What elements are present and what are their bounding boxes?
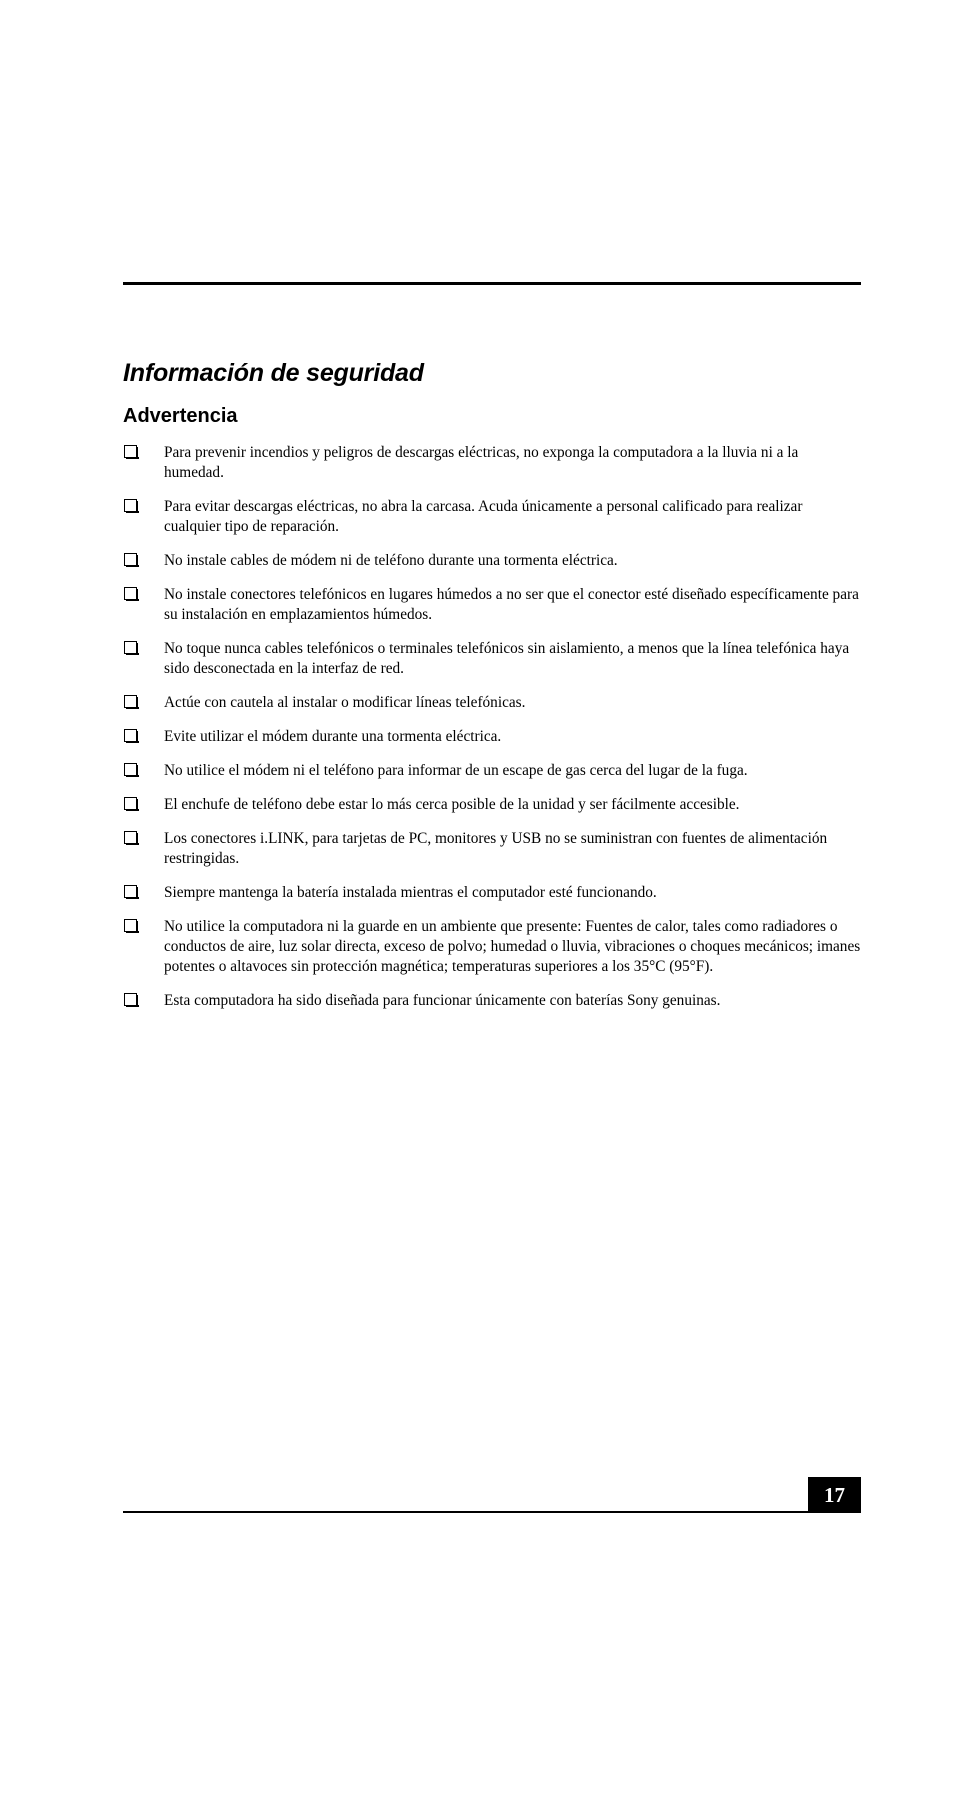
- list-item-text: No instale cables de módem ni de teléfono durante una tormenta eléctrica.: [164, 552, 618, 569]
- list-item-text: Esta computadora ha sido diseñada para funcionar únicamente con baterías Sony genuinas.: [164, 992, 721, 1009]
- list-item: [123, 443, 861, 483]
- list-item: [123, 639, 861, 679]
- list-item-text: No toque nunca cables telefónicos o terminales telefónicos sin aislamiento, a menos que la línea telefónica haya sido desconectada en la interfaz de red.: [164, 640, 850, 677]
- checkbox-bullet-icon: [124, 797, 137, 810]
- list-item-text: Los conectores i.LINK, para tarjetas de PC, monitores y USB no se suministran con fuentes de alimentación restringidas.: [164, 830, 828, 867]
- list-item: [123, 883, 861, 903]
- bottom-rule: [123, 1511, 861, 1513]
- list-item: [123, 727, 861, 747]
- list-item-text: Evite utilizar el módem durante una tormenta eléctrica.: [164, 728, 502, 745]
- list-item: [123, 693, 861, 713]
- list-item: [123, 917, 861, 977]
- list-item: [123, 829, 861, 869]
- checkbox-bullet-icon: [124, 763, 137, 776]
- checkbox-bullet-icon: [124, 831, 137, 844]
- list-item: [123, 991, 861, 1011]
- checkbox-bullet-icon: [124, 729, 137, 742]
- top-rule: [123, 282, 861, 285]
- checkbox-bullet-icon: [124, 499, 137, 512]
- checkbox-bullet-icon: [124, 445, 137, 458]
- checkbox-bullet-icon: [124, 885, 137, 898]
- checkbox-bullet-icon: [124, 587, 137, 600]
- list-item: [123, 761, 861, 781]
- list-item-text: No instale conectores telefónicos en lugares húmedos a no ser que el conector esté diseñado específicamente para su instalación en emplazamientos húmedos.: [164, 586, 859, 623]
- list-item-text: Para evitar descargas eléctricas, no abra la carcasa. Acuda únicamente a personal calificado para realizar cualquier tipo de reparación.: [164, 498, 803, 535]
- list-item: [123, 795, 861, 815]
- section-title: Información de seguridad: [123, 359, 424, 387]
- checkbox-bullet-icon: [124, 553, 137, 566]
- list-item-text: El enchufe de teléfono debe estar lo más cerca posible de la unidad y ser fácilmente accesible.: [164, 796, 740, 813]
- checkbox-bullet-icon: [124, 993, 137, 1006]
- list-item-text: No utilice la computadora ni la guarde en un ambiente que presente: Fuentes de calor, tales como radiadores o conductos de aire, luz solar directa, exceso de polvo; humedad o lluvia, vibraciones o choques mecánicos; imanes potentes o altavoces sin protección magnética; temperaturas superiores a los 35°C (95°F).: [164, 918, 861, 975]
- checkbox-bullet-icon: [124, 695, 137, 708]
- list-item: [123, 585, 861, 625]
- list-item: [123, 497, 861, 537]
- checkbox-bullet-icon: [124, 919, 137, 932]
- page-number: 17: [808, 1477, 861, 1513]
- list-item-text: Para prevenir incendios y peligros de descargas eléctricas, no exponga la computadora a la lluvia ni a la humedad.: [164, 444, 799, 481]
- list-item: [123, 551, 861, 571]
- list-item-text: No utilice el módem ni el teléfono para informar de un escape de gas cerca del lugar de la fuga.: [164, 762, 748, 779]
- list-item-text: Siempre mantenga la batería instalada mientras el computador esté funcionando.: [164, 884, 657, 901]
- list-item-text: Actúe con cautela al instalar o modificar líneas telefónicas.: [164, 694, 526, 711]
- warning-list: [123, 443, 861, 1025]
- checkbox-bullet-icon: [124, 641, 137, 654]
- subsection-title: Advertencia: [123, 405, 238, 427]
